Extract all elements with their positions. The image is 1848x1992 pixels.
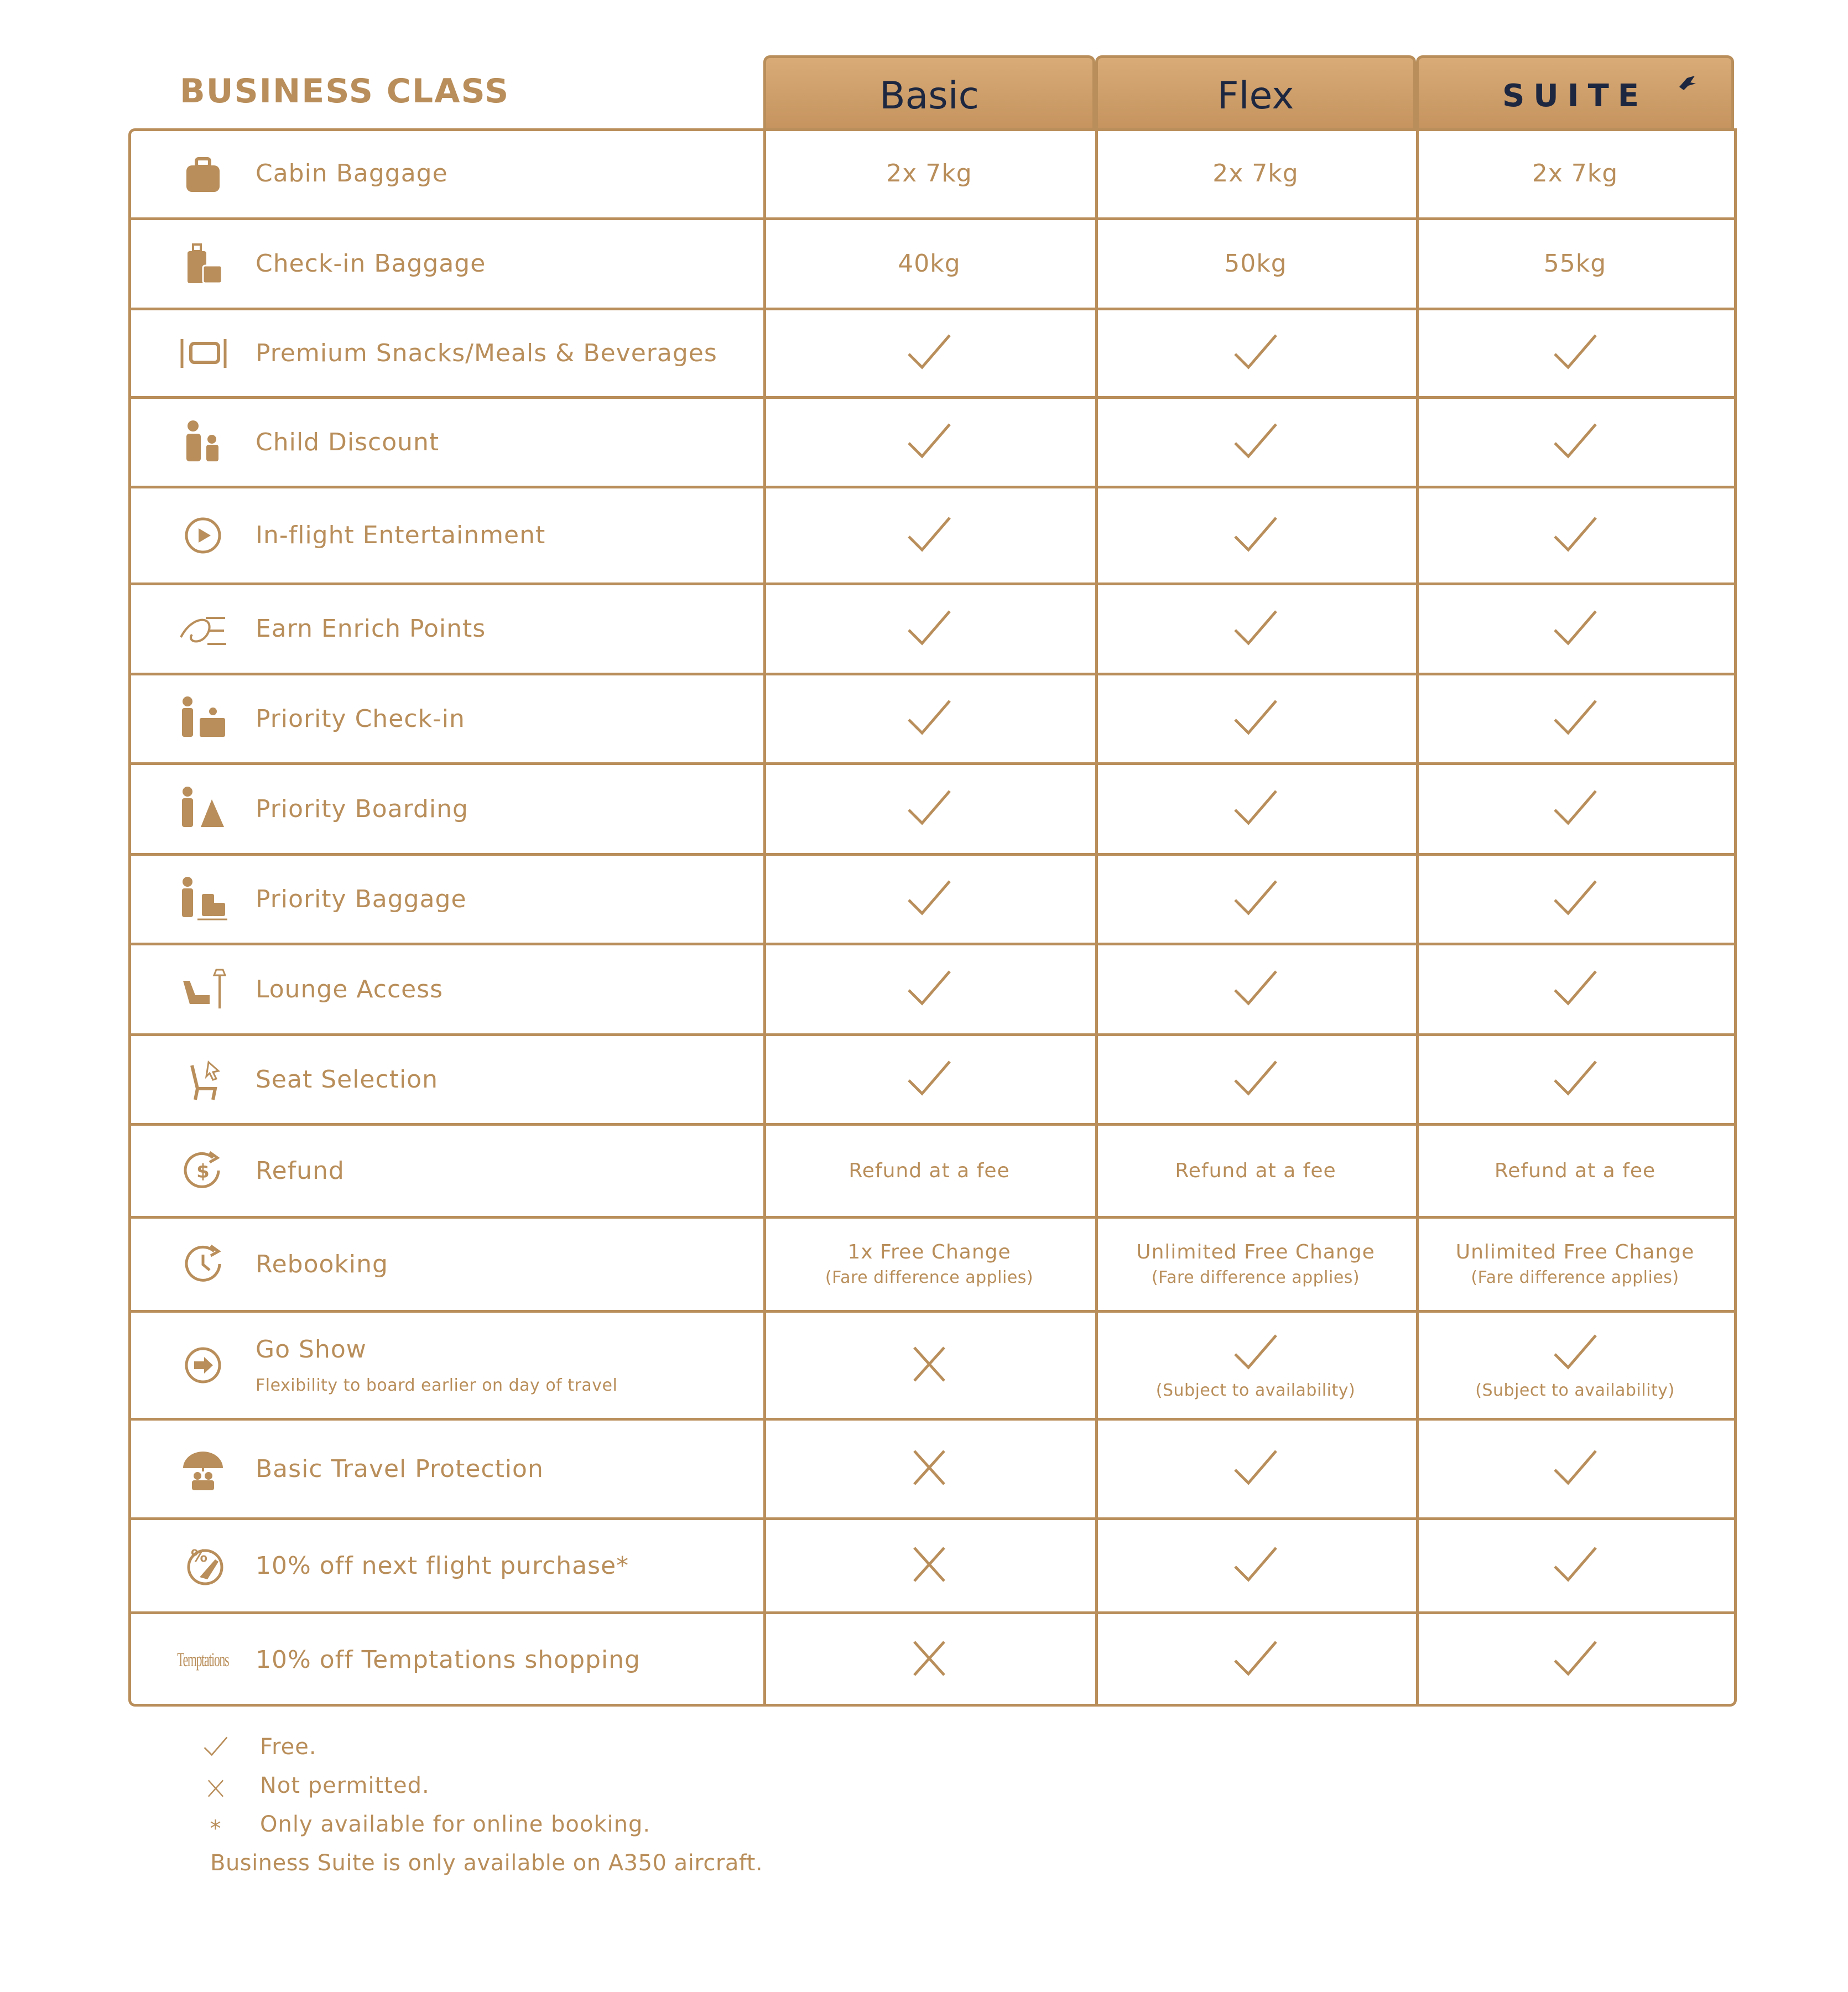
- check-icon: [1550, 1445, 1600, 1492]
- rebooking-icon: [173, 1236, 233, 1292]
- feature-row-4: [128, 397, 753, 487]
- temptations-logo-icon: [173, 1632, 233, 1687]
- feature-row-10: [128, 944, 753, 1034]
- flex-cell: [1095, 763, 1416, 854]
- check-icon: [904, 876, 954, 922]
- seat-icon: [173, 1052, 233, 1107]
- basic-cell: [763, 487, 1095, 584]
- flex-cell: [1095, 309, 1416, 397]
- feature-row-5: [128, 487, 753, 584]
- suite-cell: [1416, 1034, 1734, 1124]
- feature-row-17: [128, 1613, 753, 1707]
- legend-item: [199, 1773, 863, 1806]
- check-icon: [1231, 1636, 1280, 1683]
- svg-text:$: $: [196, 1161, 210, 1183]
- feature-label: [256, 159, 448, 188]
- checkin-bag-icon: [173, 236, 233, 292]
- check-icon: [1550, 330, 1600, 376]
- feature-label: [256, 1335, 617, 1395]
- temptations-logo-text: Temptations: [177, 1648, 229, 1671]
- basic-cell: [763, 1311, 1095, 1419]
- flex-cell: [1095, 128, 1416, 219]
- feature-label: [256, 1250, 388, 1278]
- cabin-bag-icon: [173, 146, 233, 201]
- family-icon: [173, 414, 233, 470]
- suite-cell: [1416, 763, 1734, 854]
- column-header-suite: [1416, 55, 1734, 134]
- check-icon: [1550, 876, 1600, 922]
- check-icon: [1231, 786, 1280, 832]
- legend-text: Only available for online booking.: [260, 1812, 651, 1837]
- feature-label-text: Cabin Baggage: [256, 159, 448, 188]
- page-title: BUSINESS CLASS: [180, 72, 510, 111]
- basic-cell: [763, 763, 1095, 854]
- feature-label-text: Premium Snacks/Meals & Beverages: [256, 339, 717, 367]
- asterisk-icon: *: [210, 1816, 222, 1842]
- check-icon: [1550, 1542, 1600, 1589]
- feature-label: [256, 1455, 544, 1483]
- flex-cell: [1095, 397, 1416, 487]
- feature-label: [256, 795, 468, 823]
- check-icon: [1550, 1636, 1600, 1683]
- feature-label: [256, 521, 545, 549]
- priority-boarding-icon: [173, 781, 233, 836]
- meal-icon: [173, 325, 233, 381]
- feature-label: [256, 339, 717, 367]
- feature-label: [256, 1646, 641, 1674]
- basic-cell: [763, 128, 1095, 219]
- basic-cell: [763, 1034, 1095, 1124]
- check-icon: [1231, 330, 1280, 376]
- feature-row-2: [128, 219, 753, 309]
- suite-cell: [1416, 854, 1734, 944]
- check-icon: [904, 966, 954, 1012]
- check-icon: [1231, 1445, 1280, 1492]
- airline-logo-icon: [1676, 71, 1698, 93]
- check-icon: [1550, 419, 1600, 465]
- suite-cell: [1416, 1613, 1734, 1707]
- priority-baggage-icon: [173, 871, 233, 927]
- cross-icon: [904, 1445, 954, 1492]
- cell-value: Refund at a fee: [848, 1159, 1010, 1182]
- check-icon: [904, 1056, 954, 1102]
- feature-label-text: Check-in Baggage: [256, 249, 486, 278]
- check-icon: [904, 606, 954, 652]
- basic-cell: [763, 1613, 1095, 1707]
- suite-cell: [1416, 397, 1734, 487]
- flex-cell: [1095, 1124, 1416, 1217]
- feature-label-text: Priority Check-in: [256, 704, 465, 733]
- cross-icon: [904, 1636, 954, 1683]
- flex-cell: [1095, 1613, 1416, 1707]
- check-icon: [1550, 1330, 1600, 1376]
- feature-label: [256, 1552, 629, 1580]
- check-icon: [1550, 786, 1600, 832]
- flex-cell: [1095, 944, 1416, 1034]
- basic-cell: [763, 1124, 1095, 1217]
- feature-label: [256, 428, 439, 456]
- feature-label: [256, 249, 486, 278]
- suite-cell: [1416, 309, 1734, 397]
- go-show-icon: [173, 1338, 233, 1393]
- feature-label-text: Rebooking: [256, 1250, 388, 1278]
- cross-icon: [199, 1777, 232, 1805]
- svg-text:%: %: [191, 1547, 208, 1566]
- feature-label-text: Child Discount: [256, 428, 440, 456]
- check-icon: [1231, 606, 1280, 652]
- basic-cell: [763, 584, 1095, 674]
- feature-label: [256, 1065, 438, 1094]
- check-icon: [1550, 512, 1600, 559]
- feature-row-12: [128, 1124, 753, 1217]
- flex-cell: [1095, 854, 1416, 944]
- cell-note: (Subject to availability): [1155, 1381, 1356, 1400]
- basic-cell: [763, 219, 1095, 309]
- cell-value: Unlimited Free Change: [1136, 1241, 1375, 1263]
- feature-label: [256, 1157, 345, 1185]
- suite-cell: [1416, 128, 1734, 219]
- feature-sublabel: Flexibility to board earlier on day of travel: [256, 1375, 618, 1395]
- flex-cell: [1095, 487, 1416, 584]
- feature-label: [256, 615, 486, 643]
- cell-value: Refund at a fee: [1494, 1159, 1656, 1182]
- footnote: Business Suite is only available on A350 aircraft.: [210, 1850, 763, 1876]
- feature-label-text: Earn Enrich Points: [256, 615, 486, 643]
- column-header-label: Flex: [1217, 74, 1294, 118]
- flex-cell: [1095, 584, 1416, 674]
- flex-cell: [1095, 1518, 1416, 1613]
- flex-cell: [1095, 1217, 1416, 1311]
- check-icon: [1231, 419, 1280, 465]
- check-icon: [1550, 1056, 1600, 1102]
- feature-label-text: Priority Boarding: [256, 794, 468, 823]
- feature-row-3: [128, 309, 753, 397]
- feature-row-6: [128, 584, 753, 674]
- feature-label: [256, 975, 443, 1003]
- suite-cell: [1416, 1311, 1734, 1419]
- check-icon: [1231, 1542, 1280, 1589]
- check-icon: [199, 1734, 232, 1764]
- cell-value: 40kg: [898, 249, 961, 278]
- check-icon: [1231, 966, 1280, 1012]
- feature-label: [256, 705, 465, 733]
- basic-cell: [763, 944, 1095, 1034]
- basic-cell: [763, 674, 1095, 763]
- basic-cell: [763, 854, 1095, 944]
- check-icon: [904, 695, 954, 742]
- check-icon: [1231, 876, 1280, 922]
- column-header-flex: [1095, 55, 1416, 134]
- basic-cell: [763, 397, 1095, 487]
- cell-value: 1x Free Change: [847, 1241, 1011, 1263]
- flex-cell: [1095, 1311, 1416, 1419]
- cell-value: Refund at a fee: [1175, 1159, 1336, 1182]
- suite-cell: [1416, 1124, 1734, 1217]
- feature-label-text: In-flight Entertainment: [256, 521, 546, 549]
- feature-label-text: 10% off Temptations shopping: [256, 1645, 641, 1674]
- basic-cell: [763, 309, 1095, 397]
- flex-cell: [1095, 1034, 1416, 1124]
- umbrella-icon: [173, 1441, 233, 1496]
- check-icon: [1231, 1330, 1280, 1376]
- flex-cell: [1095, 219, 1416, 309]
- feature-label-text: Priority Baggage: [256, 885, 467, 913]
- discount-plane-icon: [173, 1538, 233, 1593]
- suite-cell: [1416, 944, 1734, 1034]
- feature-label-text: 10% off next flight purchase*: [256, 1551, 629, 1580]
- check-icon: [1550, 695, 1600, 742]
- check-icon: [1231, 1056, 1280, 1102]
- check-icon: [904, 419, 954, 465]
- cell-value: 50kg: [1224, 249, 1287, 278]
- feature-row-9: [128, 854, 753, 944]
- column-header-label: Basic: [879, 74, 980, 118]
- feature-row-15: [128, 1419, 753, 1518]
- cell-note: (Fare difference applies): [1151, 1268, 1360, 1287]
- cell-value: 2x 7kg: [1212, 159, 1299, 188]
- suite-cell: [1416, 219, 1734, 309]
- basic-cell: [763, 1419, 1095, 1518]
- cross-icon: [904, 1342, 954, 1388]
- feature-row-13: [128, 1217, 753, 1311]
- column-header-basic: [763, 55, 1095, 134]
- feature-row-14: [128, 1311, 753, 1419]
- cell-note: (Fare difference applies): [1471, 1268, 1679, 1287]
- check-icon: [904, 330, 954, 376]
- feature-row-1: [128, 128, 753, 219]
- feature-row-11: [128, 1034, 753, 1124]
- legend-text: Free.: [260, 1734, 317, 1760]
- feature-row-7: [128, 674, 753, 763]
- feature-label-text: Basic Travel Protection: [256, 1454, 544, 1483]
- cell-note: (Subject to availability): [1475, 1381, 1675, 1400]
- refund-icon: [173, 1143, 233, 1198]
- lounge-icon: [173, 961, 233, 1017]
- feature-row-16: [128, 1518, 753, 1613]
- feature-label-text: Refund: [256, 1156, 345, 1185]
- cell-note: (Fare difference applies): [825, 1268, 1034, 1287]
- enrich-icon: [173, 601, 233, 657]
- check-icon: [904, 786, 954, 832]
- cross-icon: [904, 1542, 954, 1589]
- basic-cell: [763, 1518, 1095, 1613]
- check-icon: [1231, 695, 1280, 742]
- legend-text: Not permitted.: [260, 1773, 430, 1798]
- suite-cell: [1416, 487, 1734, 584]
- legend-item: [199, 1812, 863, 1845]
- suite-cell: [1416, 1518, 1734, 1613]
- feature-row-8: [128, 763, 753, 854]
- flex-cell: [1095, 674, 1416, 763]
- check-icon: [1231, 512, 1280, 559]
- suite-cell: [1416, 1217, 1734, 1311]
- feature-label-text: Seat Selection: [256, 1065, 438, 1094]
- suite-cell: [1416, 584, 1734, 674]
- check-icon: [904, 512, 954, 559]
- check-icon: [1550, 966, 1600, 1012]
- cell-value: 2x 7kg: [886, 159, 972, 188]
- feature-label-text: Lounge Access: [256, 975, 444, 1003]
- flex-cell: [1095, 1419, 1416, 1518]
- priority-checkin-icon: [173, 691, 233, 746]
- suite-cell: [1416, 674, 1734, 763]
- legend-item: [199, 1734, 863, 1767]
- feature-label-text: Go Show: [256, 1335, 367, 1364]
- cell-value: Unlimited Free Change: [1455, 1241, 1695, 1263]
- play-icon: [173, 508, 233, 563]
- suite-cell: [1416, 1419, 1734, 1518]
- column-header-label: SUITE: [1502, 78, 1648, 114]
- check-icon: [1550, 606, 1600, 652]
- cell-value: 2x 7kg: [1532, 159, 1618, 188]
- feature-label: [256, 885, 467, 913]
- cell-value: 55kg: [1543, 249, 1607, 278]
- basic-cell: [763, 1217, 1095, 1311]
